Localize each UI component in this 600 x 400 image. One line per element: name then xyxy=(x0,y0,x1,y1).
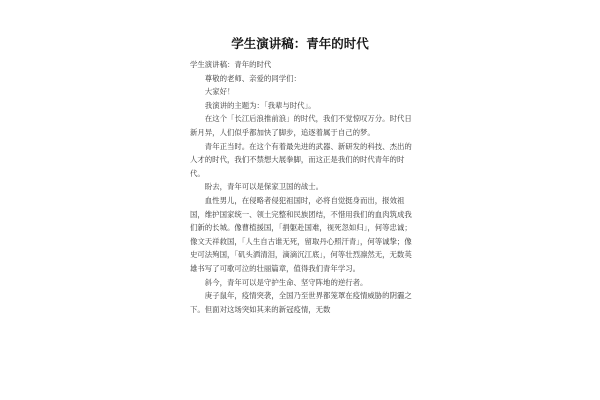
paragraph: 大家好！ xyxy=(204,87,235,97)
paragraph: 血性男儿，在侵略者侵犯祖国时，必将自觉挺身而出，报效祖国，维护国家统一、领土完整和民族团结，不惜用我们的血肉筑成我们新的长城。像曹植援国，「捐躯赴国难，视死忽如归」，何等忠诚；像文天祥救国，「人生自古谁无死，留取丹心照汗青」，何等诚挚；像史可法殉国，「矶头洒清泪，滴滴沉江底」，何等壮烈凛然无，无数英雄书写了可歌可泣的壮丽篇章，值得我们青年学习。 xyxy=(190,195,412,273)
paragraph: 尊敬的老师、亲爱的同学们： xyxy=(204,73,301,83)
page-title: 学生演讲稿：青年的时代 xyxy=(231,36,369,51)
paragraph: 学生演讲稿：青年的时代 xyxy=(190,60,272,69)
paragraph: 盼去，青年可以是保家卫国的战士。 xyxy=(204,182,324,192)
paragraph: 在这个「长江后浪推前浪」的时代，我们不觉惊叹万分。时代日新月异，人们似乎都加快了脚步，追逐着属于自己的梦。 xyxy=(190,114,412,137)
paragraph: 青年正当时。在这个有着最先进的武器、新研发的科技、杰出的人才的时代，我们不禁想大展拳脚，而这正是我们的时代青年的时代。 xyxy=(190,141,412,178)
paragraph: 庚子鼠年，疫情突袭，全国乃至世界都笼罩在疫情威胁的阴霾之下。但面对这场突如其来的新冠疫情，无数 xyxy=(190,291,412,314)
paragraph: 我演讲的主题为：「我辈与时代」。 xyxy=(204,100,316,110)
article-body xyxy=(190,58,416,316)
paragraph: 斜今，青年可以是守护生命、坚守阵地的逆行者。 xyxy=(204,277,368,287)
